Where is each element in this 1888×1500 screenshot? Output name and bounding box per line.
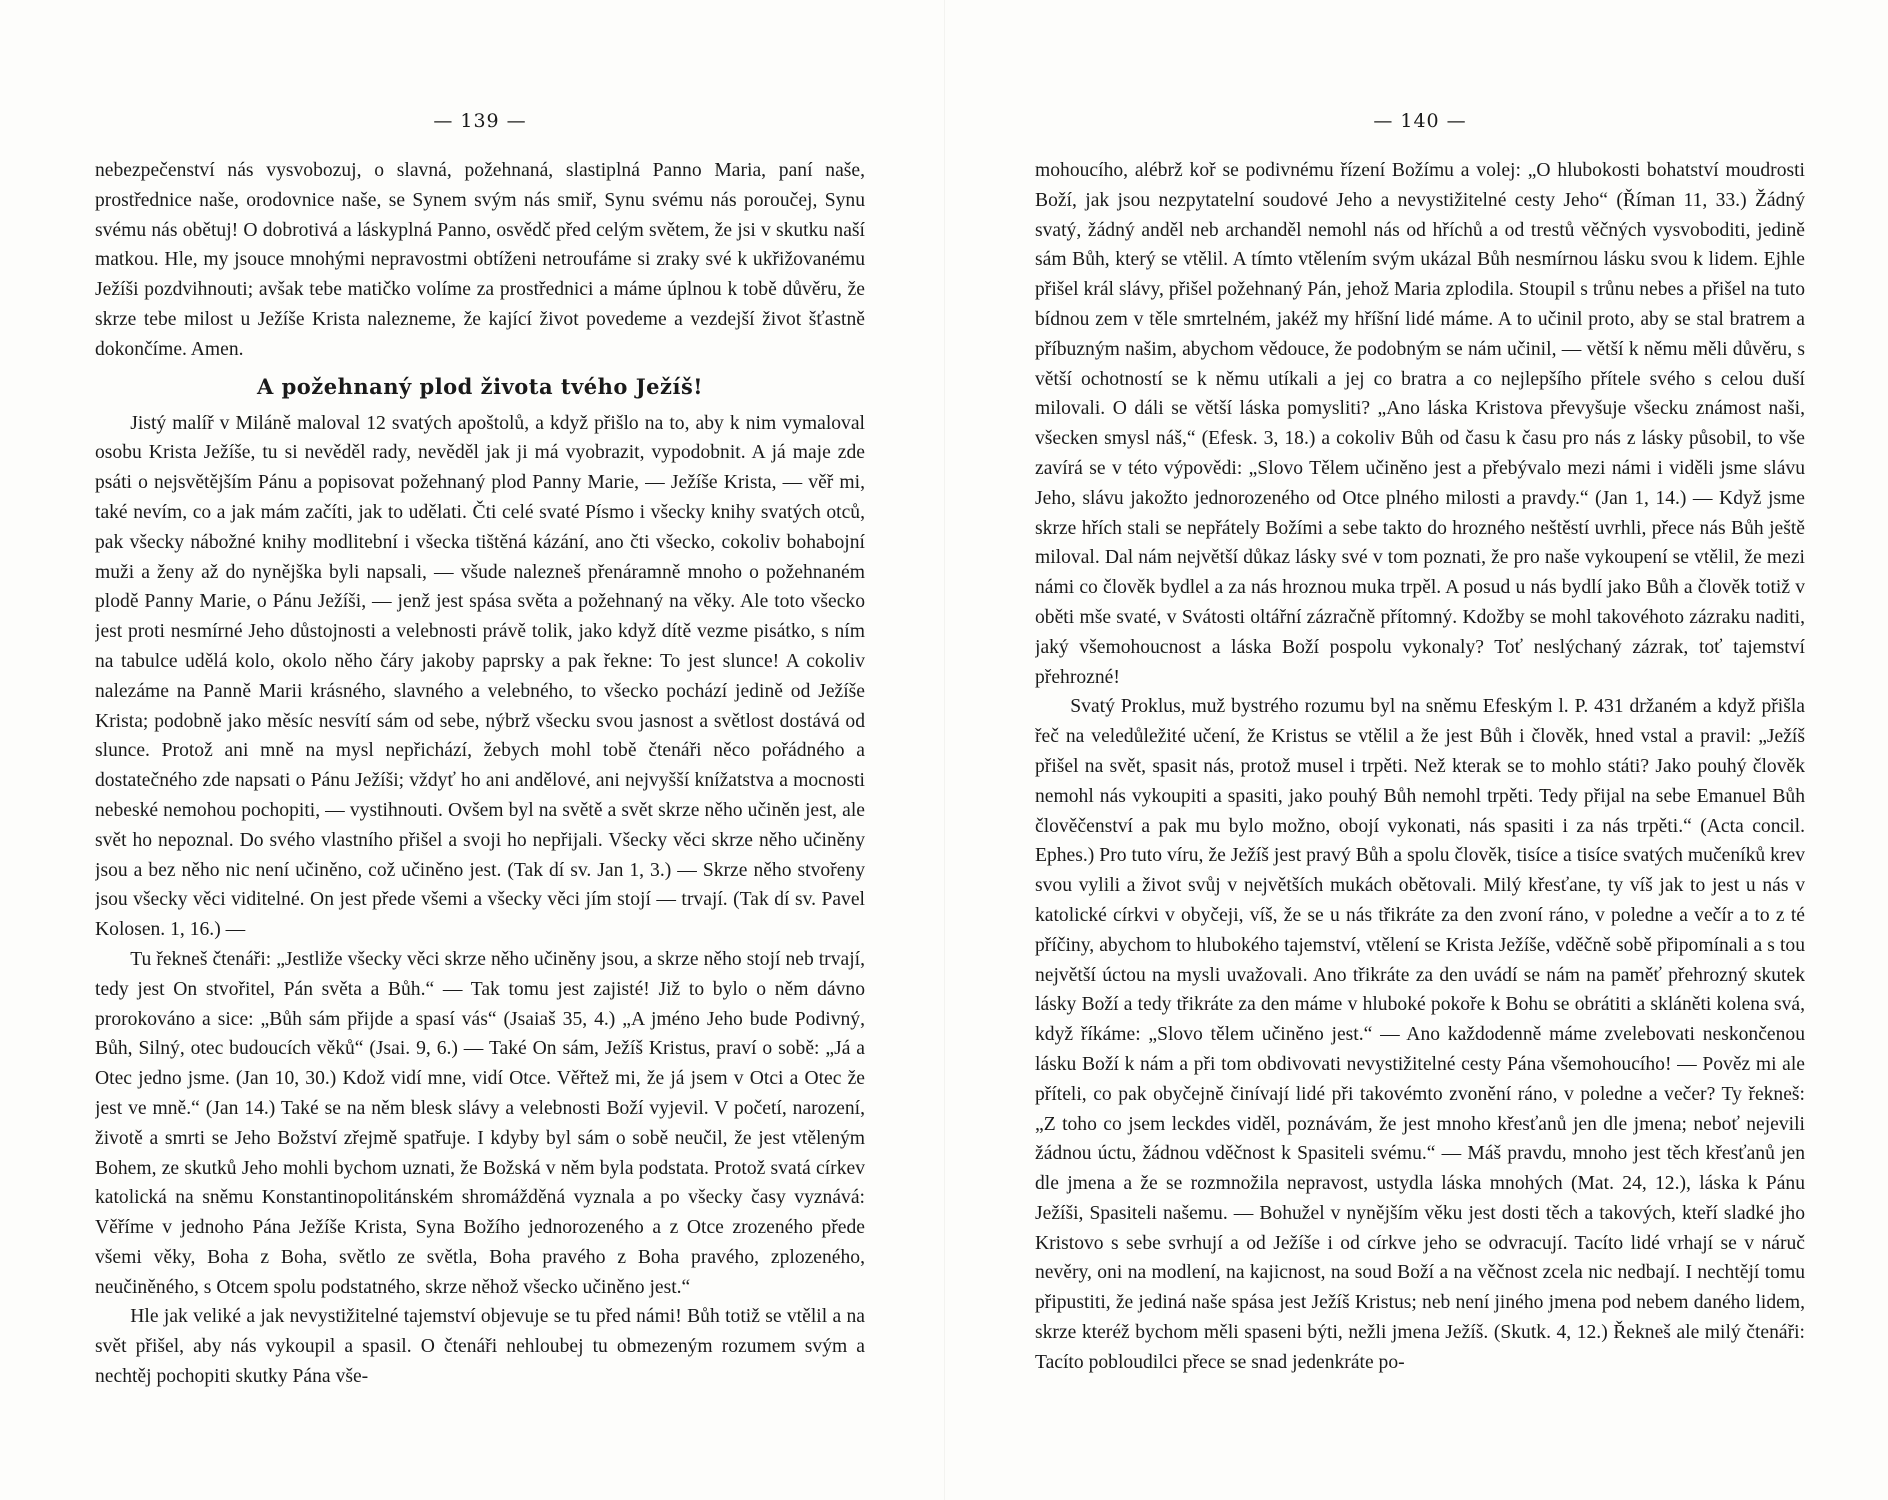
book-gutter [944, 0, 945, 1500]
right-paragraph-1: mohoucího, alébrž koř se podivnému řízení Božímu a volej: „O hlubokosti bohatství moudrosti Boží, jak jsou nezpytatelní soudové Jeho a nevystižitelné cesty Jeho“ (Říman 11, 33.) Žádný svatý, žádný anděl neb archanděl nemohl nás od hříchů a od trestů věčných vysvoboditi, jedině sám Bůh, který se vtělil. A tímto vtělením svým ukázal Bůh nesmírnou lásku svou k lidem. Ejhle přišel král slávy, přišel požehnaný Pán, jehož Maria zplodila. Stoupil s trůnu nebes a přišel na tuto bídnou zem v těle smrtelném, jakéž my hříšní lidé máme. A to učinil proto, aby se stal bratrem a příbuzným našim, abychom vědouce, že podobným se nám učinil, — větší k němu měli důvěru, s větší ochotností se k němu utíkali a jej co bratra a co nejlepšího přítele svého s celou duší milovali. O dáli se větší láska pomysliti? „Ano láska Kristova převyšuje všecku známost naši, všecken smysl náš,“ (Efesk. 3, 18.) a cokoliv Bůh od času k času pro nás z lásky působil, to vše zavírá se v této výpovědi: „Slovo Tělem učiněno jest a přebývalo mezi námi i viděli jsme slávu Jeho, slávu jakožto jednorozeného od Otce plného milosti a pravdy.“ (Jan 1, 14.) — Když jsme skrze hřích stali se nepřátely Božími a sebe takto do hrozného neštěstí uvrhli, přece nás Bůh ještě miloval. Dal nám největší důkaz lásky své v tom poznati, že pro naše vykoupení se vtělil, že mezi námi co člověk bydlel a za nás hroznou muka trpěl. A posud u nás bydlí jako Bůh a člověk totiž v oběti mše svaté, v Svátosti oltářní zázračně přítomný. Kdožby se mohl takovéhoto zázraku naditi, jaký všemohoucnost a láska Boží pospolu vykonaly? Toť neslýchaný zázrak, toť tajemství přehrozné! [1035, 160, 1805, 688]
page-number-139: — 139 — [433, 110, 527, 132]
right-page [1035, 110, 1805, 1470]
left-paragraph-2: Tu řekneš čtenáři: „Jestliže všecky věci skrze něho učiněny jsou, a skrze něho stojí neb trvají, tedy jest On stvořitel, Pán světa a Bůh.“ — Tak tomu jest zajisté! Již to bylo o něm dávno prorokováno a sice: „Bůh sám přijde a spasí vás“ (Jsaiaš 35, 4.) „A jméno Jeho bude Podivný, Bůh, Silný, otec budoucích věků“ (Jsai. 9, 6.) — Také On sám, Ježíš Kristus, praví o sobě: „Já a Otec jedno jsme. (Jan 10, 30.) Kdož vidí mne, vidí Otce. Věřtež mi, že já jsem v Otci a Otec že jest ve mně.“ (Jan 14.) Také se na něm blesk slávy a velebnosti Boží vyjevil. V početí, narození, životě a smrti se Jeho Božství zřejmě spatřuje. I kdyby byl sám o sobě neučil, že jest vtěleným Bohem, ze skutků Jeho mohli bychom uznati, že Božská v něm byla podstata. Protož svatá církev katolická na sněmu Konstantinopolitánském shromážděná vyznala a po všecky časy vyznává: Věříme v jednoho Pána Ježíše Krista, Syna Božího jednorozeného a z Otce zrozeného přede všemi věky, Boha z Boha, světlo ze světla, Boha pravého z Boha pravého, zplozeného, neučiněného, s Otcem spolu podstatného, skrze něhož všecko učiněno jest.“ [95, 948, 865, 1298]
left-page [95, 110, 865, 1470]
page-number-140: — 140 — [1373, 110, 1467, 132]
section-heading: A požehnaný plod života tvého Ježíš! [257, 373, 703, 399]
left-paragraph-1: Jistý malíř v Miláně maloval 12 svatých apoštolů, a když přišlo na to, aby k nim vymaloval osobu Krista Ježíše, tu si nevěděl rady, nevěděl jak ji má vyobrazit, vypodobnit. A já maje zde psáti o nejsvětějším Pánu a popisovat požehnaný plod Panny Marie, — Ježíše Krista, — věř mi, také nevím, co a jak mám začíti, jak to udělati. Čti celé svaté Písmo i všecky knihy svatých otců, pak všecky nábožné knihy modlitební i všecka tištěná kázání, ano čti všecko, cokoliv bohabojní muži a ženy až do nynějška byli napsali, — všude nalezneš přenáramně mnoho o požehnaném plodě Panny Marie, o Pánu Ježíši, — jenž jest spása světa a požehnaný na věky. Ale toto všecko jest proti nesmírné Jeho důstojnosti a velebnosti právě tolik, jako když dítě vezme pisátko, s ním na tabulce udělá kolo, okolo něho čáry jakoby paprsky a pak řekne: To jest slunce! A cokoliv nalezáme na Panně Marii krásného, slavného a velebného, to všecko pochází jedině od Ježíše Krista; podobně jako měsíc nesvítí sám od sebe, nýbrž všecku svou jasnost a světlost dostává od slunce. Protož ani mně na mysl nepřichází, žebych mohl tobě čtenáři něco pořádného a dostatečného zde napsati o Pánu Ježíši; vždyť ho ani andělové, ani nejvyšší knížatstva a mocnosti nebeské nemohou pochopiti, — vystihnouti. Ovšem byl na světě a svět skrze něho učiněn jest, ale svět ho nepoznal. Do svého vlastního přišel a svoji ho nepřijali. Všecky věci skrze něho učiněny jsou a bez něho nic není učiněno, což učiněno jest. (Tak dí sv. Jan 1, 3.) — Skrze něho stvořeny jsou všecky věci viditelné. On jest přede všemi a všecky věci jím stojí — trvají. (Tak dí sv. Pavel Kolosen. 1, 16.) — [95, 412, 865, 941]
left-paragraph-3: Hle jak veliké a jak nevystižitelné tajemství objevuje se tu před námi! Bůh totiž se vtělil a na svět přišel, aby nás vykoupil a spasil. O čtenáři nehloubej tu obmezeným rozumem svým a nechtěj pochopiti skutky Pána vše- [95, 1306, 865, 1388]
right-paragraph-2: Svatý Proklus, muž bystrého rozumu byl na sněmu Efeským l. P. 431 držaném a když přišla řeč na veledůležité učení, že Kristus se vtělil a že jest Bůh i člověk, hned vstal a pravil: „Ježíš přišel na svět, spasit nás, protož musel i trpěti. Než kterak se to mohlo státi? Jako pouhý člověk nemohl nás vykoupiti a spasiti, jako pouhý Bůh nemohl trpěti. Tedy přijal na sebe Emanuel Bůh člověčenství a pak mu bylo možno, obojí vykonati, nás spasiti i za nás trpěti.“ (Acta concil. Ephes.) Pro tuto víru, že Ježíš jest pravý Bůh a spolu člověk, tisíce a tisíce svatých mučeníků krev svou vylili a život svůj v největších mukách obětovali. Milý křesťane, ty víš jak to jest u nás v katolické církvi v obyčeji, víš, že se u nás třikráte za den zvoní ráno, v poledne a večír a to z té příčiny, abychom to hlubokého tajemství, vtělení se Krista Ježíše, vděčně sobě připomínali a s tou největší úctou na mysli uvažovali. Ano třikráte za den uvádí se nám na paměť přehrozný skutek lásky Boží a tedy třikráte za den máme v hluboké pokoře k Bohu se obrátiti a skláněti kolena svá, když říkáme: „Slovo tělem učiněno jest.“ — Ano každodenně máme zvelebovati neskončenou lásku Boží k nám a při tom obdivovati nevystižitelné cesty Pána všemohoucího! — Pověz mi ale příteli, co pak obyčejně činívají lidé při takovémto zvonění ráno, v poledne a večer? Ty řekneš: „Z toho co jsem leckdes viděl, poznávám, že jest mnoho křesťanů jen dle jmena; neboť nejevili žádnou úctu, žádnou vděčnost k Spasiteli svému.“ — Máš pravdu, mnoho jest těch křesťanů jen dle jmena a že se rozmnožila nepravost, ustydla láska mnohých (Mat. 24, 12.), láska k Pánu Ježíši, Spasiteli našemu. — Bohužel v nynějším věku jest dosti těch a takových, kteří sladké jho Kristovo s sebe svrhují a od Ježíše i od církve jeho se odvracují. Tacíto lidé vrhají se v náruč nevěry, oni na modlení, na kajicnost, na soud Boží a na věčnost zcela nic nedbají. I nechtějí tomu připustiti, že jediná naše spása jest Ježíš Kristus; neb není jiného jmena pod nebem daného lidem, skrze kteréž bychom měli spaseni býti, nežli jmena Ježíš. (Skutk. 4, 12.) Řekneš ale milý čtenáři: Tacíto pobloudilci přece se snad jedenkráte po- [1035, 696, 1805, 1373]
left-continuation-paragraph: nebezpečenství nás vysvobozuj, o slavná, požehnaná, slastiplná Panno Maria, paní naše, prostřednice naše, orodovnice naše, se Synem svým nás smiř, Synu svému nás poroučej, Synu svému nás obětuj! O dobrotivá a láskyplná Panno, osvědč před celým světem, že jsi v skutku naší matkou. Hle, my jsouce mnohými nepravostmi obtíženi netroufáme si zraky své k ukřižovanému Ježíši pozdvihnouti; avšak tebe matičko volíme za prostřednici a máme úplnou k tobě důvěru, že skrze tebe milost u Ježíše Krista nalezneme, že kající život povedeme a vezdejší život šťastně dokončíme. Amen. [95, 160, 865, 360]
